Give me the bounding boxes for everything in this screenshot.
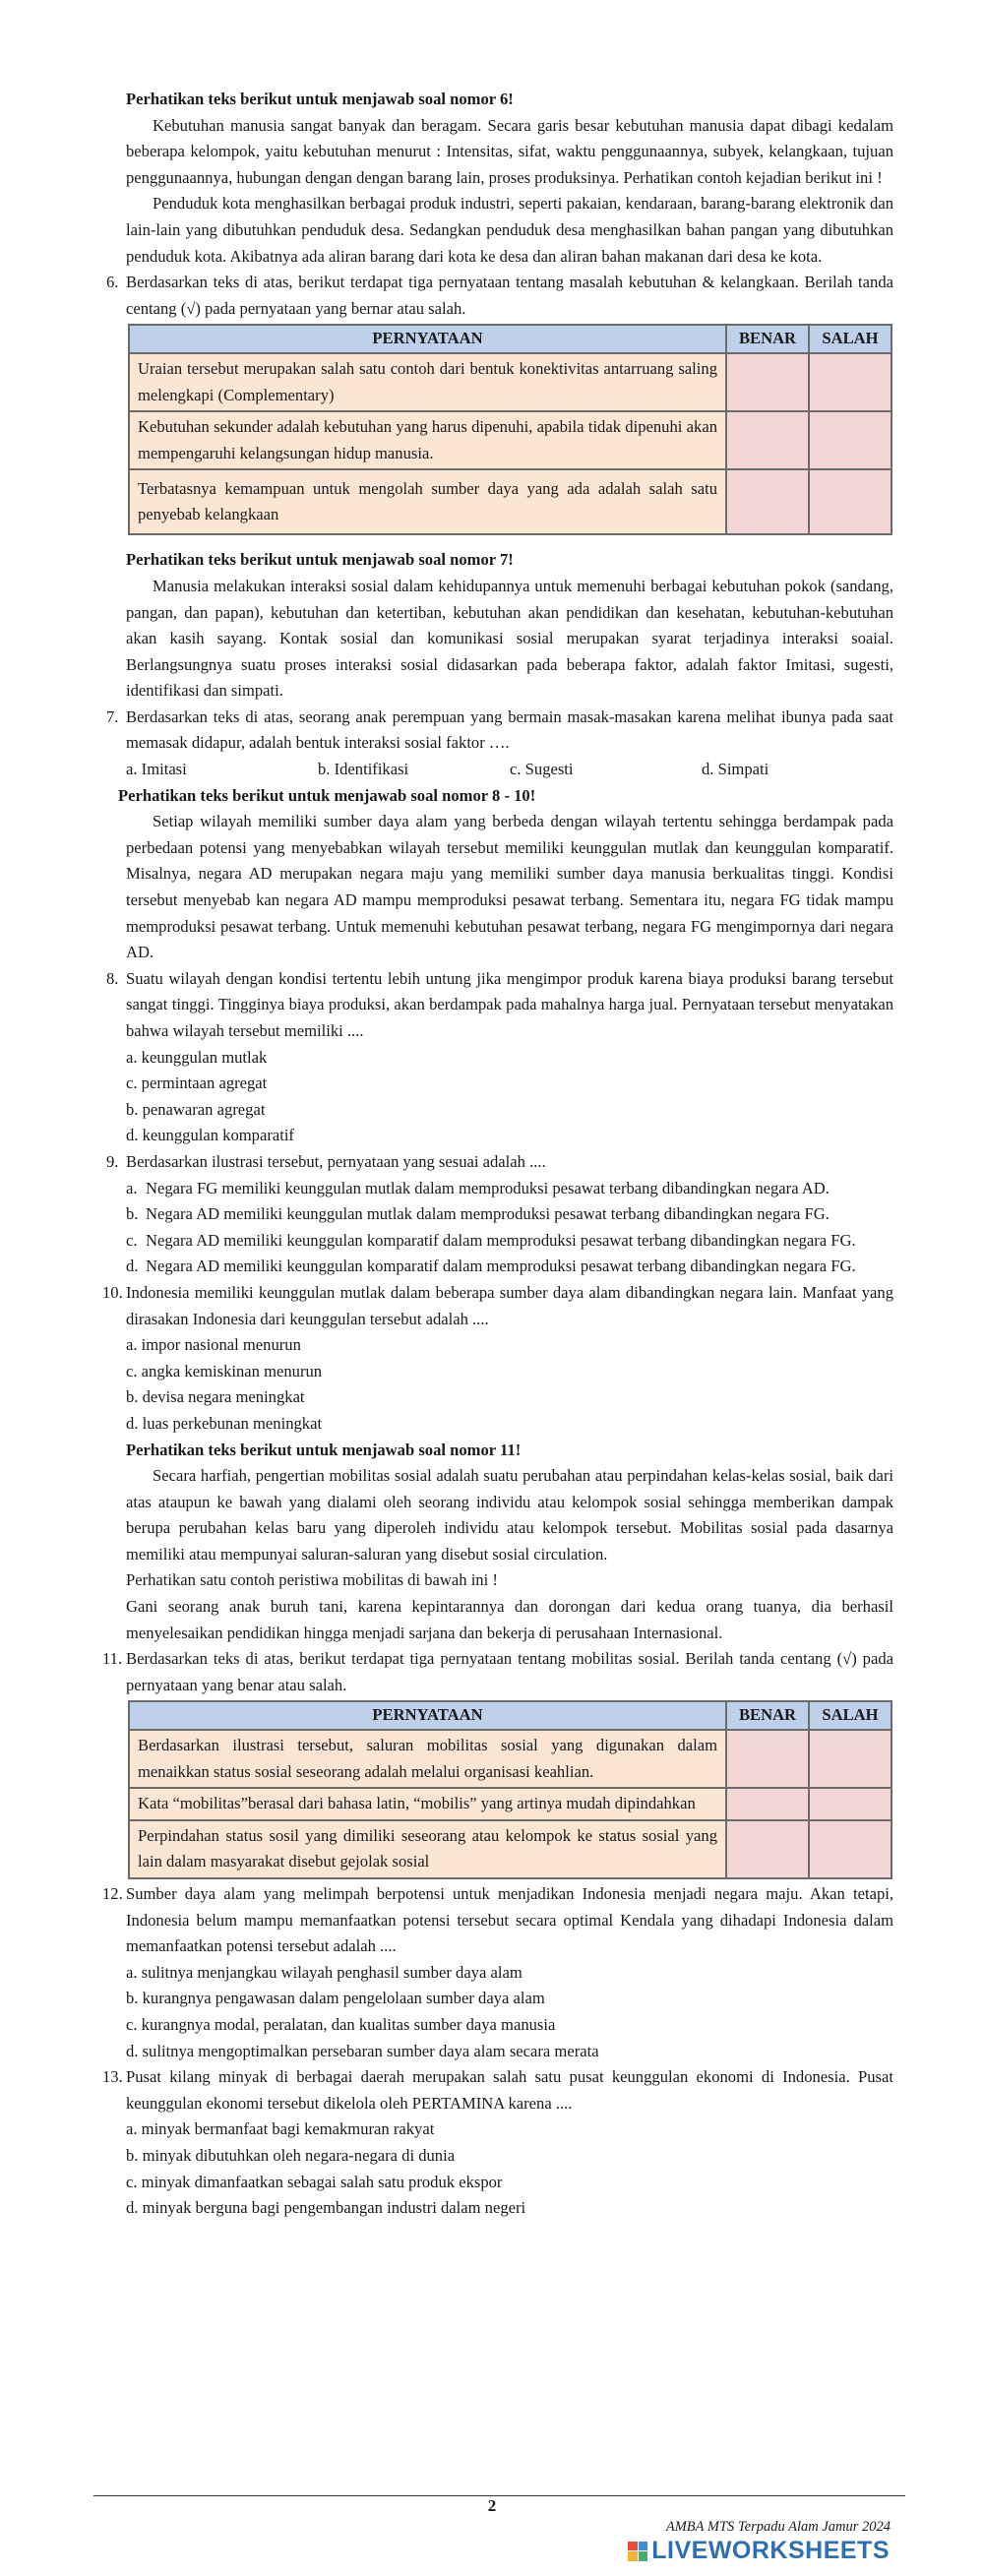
section-heading-q11: Perhatikan teks berikut untuk menjawab soal nomor 11! [126,1440,522,1459]
question-text: Berdasarkan teks di atas, seorang anak perempuan yang bermain masak-masakan karena melihat ibunya pada saat memasak didapur, adalah bentuk interaksi sosial faktor …. [126,706,893,753]
question-number: 12. [102,1884,123,1903]
false-checkbox-cell[interactable] [809,411,892,469]
option-a[interactable]: a. sulitnya menjangkau wilayah penghasil sumber daya alam [126,1962,523,1982]
statement-cell: Berdasarkan ilustrasi tersebut, saluran mobilitas sosial yang digunakan dalam menaikkan status sosial seseorang adalah melalui organisasi keahlian. [129,1730,726,1788]
false-checkbox-cell[interactable] [809,1788,892,1820]
liveworksheets-brand[interactable] [628,2537,890,2565]
option-c[interactable]: c. minyak dimanfaatkan sebagai salah satu produk ekspor [126,2172,503,2191]
table-header-row [129,1701,892,1730]
passage-paragraph: Secara harfiah, pengertian mobilitas sosial adalah suatu perubahan atau perpindahan kelas-kelas sosial, baik dari atas ataupun ke bawah yang dialami oleh seorang individu atau kelompok sosial sehingga memberikan dampak berupa perubahan kelas baru yang diperoleh individu atau kelompok tersebut. Mobilitas sosial pada dasarnya memiliki atau mempunyai saluran-saluran yang disebut sosial circulation. [126,1466,893,1564]
options-q8 [126,1045,893,1149]
table-row [129,469,892,534]
option-a[interactable]: a. Negara FG memiliki keunggulan mutlak dalam memproduksi pesawat terbang dibandingkan negara AD. [126,1178,830,1197]
true-checkbox-cell[interactable] [726,353,809,411]
logo-square-yellow [628,2551,638,2561]
option-b[interactable]: b. penawaran agregat [126,1099,266,1119]
header-true: BENAR [726,325,809,353]
section-heading-q8-10: Perhatikan teks berikut untuk menjawab soal nomor 8 - 10! [118,785,536,805]
false-checkbox-cell[interactable] [809,469,892,534]
option-d[interactable]: d. keunggulan komparatif [126,1126,294,1145]
question-text: Indonesia memiliki keunggulan mutlak dalam beberapa sumber daya alam dibandingkan negara lain. Manfaat yang dirasakan Indonesia dari keunggulan tersebut adalah .... [126,1282,893,1328]
option-b[interactable]: b. Identifikasi [318,760,409,779]
question-8 [106,966,893,1045]
option-d[interactable]: d. Simpati [702,760,769,779]
table-row [129,1820,892,1878]
option-c[interactable]: c. kurangnya modal, peralatan, dan kualitas sumber daya manusia [126,2014,556,2034]
option-b[interactable]: b. Negara AD memiliki keunggulan mutlak dalam memproduksi pesawat terbang dibandingkan negara FG. [126,1204,830,1224]
question-number: 6. [106,273,119,292]
options-q13 [126,2116,893,2221]
brand-name: LIVEWORKSHEETS [651,2537,890,2564]
passage-paragraph: Kebutuhan manusia sangat banyak dan beragam. Secara garis besar kebutuhan manusia dapat dibagi kedalam beberapa kelompok, yaitu kebutuhan menurut : Intensitas, sifat, waktu penggunaannya, subyek, kelangkaan, tujuan penggunaannya, hubungan dengan dengan barang lain, proses produksinya. Perhatikan contoh kejadian berikut ini ! [126,115,893,187]
header-statement: PERNYATAAN [129,1701,726,1730]
true-checkbox-cell[interactable] [726,411,809,469]
option-c[interactable]: c. Sugesti [510,760,574,779]
statement-cell: Perpindahan status sosil yang dimiliki seseorang atau kelompok ke status sosial yang lain dalam masyarakat disebut gejolak sosial [129,1820,726,1878]
question-number: 9. [106,1151,119,1171]
section-heading-q7: Perhatikan teks berikut untuk menjawab soal nomor 7! [126,550,514,570]
option-b[interactable]: b. kurangnya pengawasan dalam pengelolaan sumber daya alam [126,1989,545,2008]
true-checkbox-cell[interactable] [726,469,809,534]
header-true: BENAR [726,1701,809,1730]
header-statement: PERNYATAAN [129,325,726,353]
question-text: Berdasarkan ilustrasi tersebut, pernyataan yang sesuai adalah .... [126,1151,546,1171]
option-a[interactable]: a. minyak bermanfaat bagi kemakmuran rakyat [126,2119,435,2139]
logo-square-red [628,2542,638,2551]
option-d[interactable]: d. Negara AD memiliki keunggulan komparatif dalam memproduksi pesawat terbang dibandingkan negara FG. [126,1257,856,1276]
table-row [129,411,892,469]
question-11 [102,1646,893,1698]
true-checkbox-cell[interactable] [726,1820,809,1878]
option-a[interactable]: a. impor nasional menurun [126,1335,301,1355]
passage-paragraph: Penduduk kota menghasilkan berbagai produk industri, seperti pakaian, kendaraan, barang-barang elektronik dan lain-lain yang dibutuhkan penduduk desa. Sedangkan penduduk desa menghasilkan bahan pangan yang dibutuhkan penduduk kota. Akibatnya ada aliran barang dari kota ke desa dan aliran bahan makanan dari desa ke kota. [126,194,893,266]
passage-paragraph: Setiap wilayah memiliki sumber daya alam yang berbeda dengan wilayah tertentu sehingga berdampak pada perbedaan potensi yang menyebabkan wilayah tersebut memiliki keunggulan mutlak dan keunggulan komparatif. Misalnya, negara AD merupakan negara maju yang memiliki sumber daya manusia berkualitas tinggi. Kondisi tersebut menyebab kan negara AD mampu memproduksi pesawat terbang. Sementara itu, negara FG tidak mampu memproduksi pesawat terbang. Untuk memenuhi kebutuhan pesawat terbang, negara FG mengimpornya dari negara AD. [126,812,893,962]
question-9 [106,1149,893,1176]
statement-cell: Terbatasnya kemampuan untuk mengolah sumber daya yang ada adalah salah satu penyebab kelangkaan [129,469,726,534]
option-c[interactable]: c. permintaan agregat [126,1073,268,1093]
question-7 [106,705,893,757]
option-a[interactable]: a. keunggulan mutlak [126,1047,268,1067]
question-number: 8. [106,968,119,988]
question-number: 11. [102,1649,123,1669]
question-text: Suatu wilayah dengan kondisi tertentu lebih untung jika mengimpor produk karena biaya produksi barang tersebut sangat tinggi. Tingginya biaya produksi, akan berdampak pada mahalnya harga jual. Pernyataan tersebut menyatakan bahwa wilayah tersebut memiliki .... [126,968,893,1040]
question-text: Pusat kilang minyak di berbagai daerah merupakan salah satu pusat keunggulan ekonomi di Indonesia. Pusat keunggulan ekonomi tersebut dikelola oleh PERTAMINA karena .... [126,2067,893,2113]
header-false: SALAH [809,1701,892,1730]
option-c[interactable]: c. Negara AD memiliki keunggulan komparatif dalam memproduksi pesawat terbang dibandingkan negara FG. [126,1230,856,1250]
logo-square-blue [639,2542,648,2551]
true-checkbox-cell[interactable] [726,1730,809,1788]
options-q12 [126,1960,893,2064]
option-c[interactable]: c. angka kemiskinan menurun [126,1361,323,1380]
false-checkbox-cell[interactable] [809,353,892,411]
table-header-row [129,325,892,353]
question-12 [102,1881,893,1960]
table-row [129,1730,892,1788]
options-q10 [126,1332,893,1437]
false-checkbox-cell[interactable] [809,1730,892,1788]
statement-cell: Kebutuhan sekunder adalah kebutuhan yang harus dipenuhi, apabila tidak dipenuhi akan mempengaruhi kelangsungan hidup manusia. [129,411,726,469]
liveworksheets-logo-icon [628,2542,647,2561]
table-row [129,353,892,411]
question-number: 13. [102,2067,123,2087]
option-a[interactable]: a. Imitasi [126,760,187,779]
table-row [129,1788,892,1820]
option-d[interactable]: d. sulitnya mengoptimalkan persebaran sumber daya alam secara merata [126,2041,599,2060]
logo-square-green [639,2551,648,2561]
option-b[interactable]: b. devisa negara meningkat [126,1387,305,1407]
question-text: Berdasarkan teks di atas, berikut terdapat tiga pernyataan tentang mobilitas sosial. Berilah tanda centang (√) pada pernyataan yang benar atau salah. [126,1649,893,1694]
question-text: Berdasarkan teks di atas, berikut terdapat tiga pernyataan tentang masalah kebutuhan & kelangkaan. Berilah tanda centang (√) pada pernyataan yang bernar atau salah. [126,273,893,318]
question-6 [106,270,893,322]
header-false: SALAH [809,325,892,353]
option-d[interactable]: d. luas perkebunan meningkat [126,1413,323,1433]
section-heading-q6: Perhatikan teks berikut untuk menjawab soal nomor 6! [126,90,514,108]
footer-note: AMBA MTS Terpadu Alam Jamur 2024 [665,2519,891,2535]
statement-table-q6 [128,324,892,535]
option-b[interactable]: b. minyak dibutuhkan oleh negara-negara di dunia [126,2145,456,2165]
passage-line: Perhatikan satu contoh peristiwa mobilitas di bawah ini ! [126,1570,498,1590]
statement-table-q11 [128,1700,892,1879]
statement-cell: Uraian tersebut merupakan salah satu contoh dari bentuk konektivitas antarruang saling melengkapi (Complementary) [129,353,726,411]
question-number: 10. [102,1282,123,1302]
page-number: 2 [487,2496,497,2515]
question-10 [102,1280,893,1332]
option-d[interactable]: d. minyak berguna bagi pengembangan industri dalam negeri [126,2198,526,2218]
passage-line: Gani seorang anak buruh tani, karena kepintarannya dan dorongan dari kedua orang tuanya, dia berhasil menyelesaikan pendidikan hingga menjadi sarjana dan bekerja di perusahaan Internasional. [126,1597,893,1642]
question-text: Sumber daya alam yang melimpah berpotensi untuk menjadikan Indonesia menjadi negara maju. Akan tetapi, Indonesia belum mampu memanfaatkan potensi tersebut secara optimal Kendala yang dihadapi Indonesia dalam memanfaatkan potensi tersebut adalah .... [126,1884,893,1956]
options-q7 [126,757,893,783]
true-checkbox-cell[interactable] [726,1788,809,1820]
worksheet-content [102,87,893,2222]
false-checkbox-cell[interactable] [809,1820,892,1878]
question-13 [102,2064,893,2116]
passage-paragraph: Manusia melakukan interaksi sosial dalam kehidupannya untuk memenuhi berbagai kebutuhan pokok (sandang, pangan, dan papan), kebutuhan dan ketertiban, kebutuhan akan pendidikan dan kesehatan, kebutuhan-kebutuhan akan kasih sayang. Kontak sosial dan komunikasi sosial merupakan syarat terjadinya interaksi soaial. Berlangsungnya suatu proses interaksi sosial didasarkan pada beberapa faktor, adalah faktor Imitasi, sugesti, identifikasi dan simpati. [126,576,893,701]
options-q9 [126,1176,893,1280]
question-number: 7. [106,706,119,726]
statement-cell: Kata “mobilitas”berasal dari bahasa latin, “mobilis” yang artinya mudah dipindahkan [129,1788,726,1820]
